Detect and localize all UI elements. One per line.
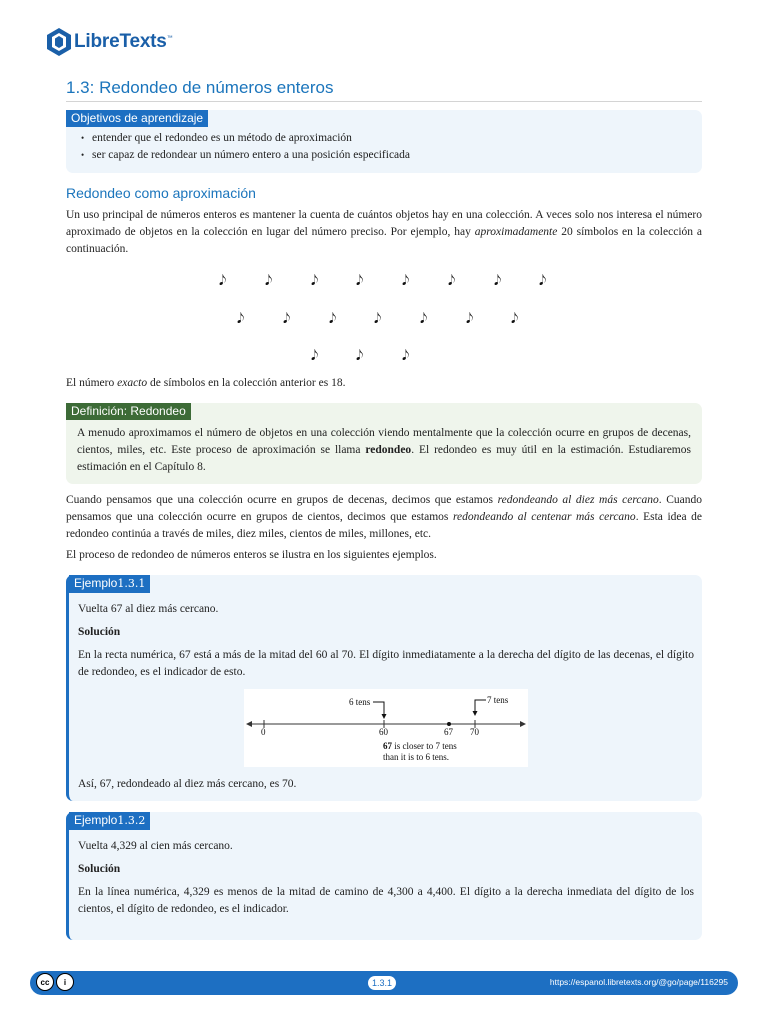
music-note-icon: 𝅘𝅥𝅮	[219, 273, 227, 289]
tick-label-70: 70	[470, 727, 479, 737]
music-note-icon: 𝅘𝅥𝅮	[283, 311, 291, 327]
tick-label-0: 0	[261, 727, 266, 737]
music-note-icon: 𝅘𝅥𝅮	[466, 311, 474, 327]
exact-count-paragraph: El número exacto de símbolos en la colección anterior es 18.	[66, 377, 346, 389]
tick-label-60: 60	[379, 727, 388, 737]
number-line-caption: 67 is closer to 7 tens	[383, 741, 457, 751]
example-2-solution-text: En la línea numérica, 4,329 es menos de la mitad de camino de 4,300 a 4,400. El dígito a la derecha inmediata del dígito de los cientos, el dígito de redondeo, es el indicador.	[78, 886, 694, 915]
intro-paragraph: Un uso principal de números enteros es mantener la cuenta de cuántos objetos hay en una colección. A veces solo nos interesa el número aproximado de objetos en la colección en lugar del número preciso. Por ejemplo, hay aproximadamente 20 símbolos en la colección a continuación.	[66, 209, 702, 255]
page-number: 1.3.1	[368, 976, 396, 990]
rounding-paragraph: Cuando pensamos que una colección ocurre en grupos de decenas, decimos que estamos redondeando al diez más cercano. Cuando pensamos que una colección ocurre en grupos de cientos, decimos que estamos redondeando al centenar más cercano. Esta idea de redondeo continúa a través de miles, diez miles, cientos de miles, millones, etc.	[66, 494, 702, 540]
music-note-icon: 𝅘𝅥𝅮	[311, 273, 319, 289]
music-note-icon: 𝅘𝅥𝅮	[265, 273, 273, 289]
music-note-icon: 𝅘𝅥𝅮	[237, 311, 245, 327]
libretexts-logo[interactable]	[46, 27, 173, 57]
cc-icon: cc	[36, 973, 54, 991]
example-2-solution-label: Solución	[78, 863, 121, 875]
number-line-caption-2: than it is to 6 tens.	[383, 752, 449, 762]
example-1-solution-text: En la recta numérica, 67 está a más de la mitad del 60 al 70. El dígito inmediatamente a la derecha del dígito de las decenas, el dígito de redondeo, es el indicador de esto.	[78, 649, 694, 678]
page-title: 1.3: Redondeo de números enteros	[66, 78, 334, 97]
music-note-icon: 𝅘𝅥𝅮	[402, 348, 410, 364]
music-note-icon: 𝅘𝅥𝅮	[356, 273, 364, 289]
list-item: • entender que el redondeo es un método de aproximación	[92, 130, 410, 147]
music-note-icon: 𝅘𝅥𝅮	[374, 311, 382, 327]
music-note-icon: 𝅘𝅥𝅮	[448, 273, 456, 289]
tick-label-67: 67	[444, 727, 453, 737]
music-note-icon: 𝅘𝅥𝅮	[420, 311, 428, 327]
music-note-icon: 𝅘𝅥𝅮	[311, 348, 319, 364]
definition-text: A menudo aproximamos el número de objetos en una colección viendo mentalmente que la colección ocurre en grupos de decenas, cientos, miles, etc. Este proceso de aproximación se llama redondeo. El redondeo es muy útil en la estimación. Estudiaremos estimación en el Capítulo 8.	[77, 427, 691, 473]
music-note-icon: 𝅘𝅥𝅮	[329, 311, 337, 327]
example-1-label: Ejemplo1.3.1	[69, 575, 150, 593]
objectives-label: Objetivos de aprendizaje	[66, 110, 208, 127]
learning-objectives-box	[66, 110, 702, 173]
music-note-icon: 𝅘𝅥𝅮	[494, 273, 502, 289]
music-note-icon: 𝅘𝅥𝅮	[402, 273, 410, 289]
music-note-icon: 𝅘𝅥𝅮	[511, 311, 519, 327]
six-tens-label: 6 tens	[349, 697, 371, 707]
page-footer	[30, 971, 738, 995]
example-1-question: Vuelta 67 al diez más cercano.	[78, 603, 219, 615]
logo-text: LibreTexts™	[74, 31, 173, 52]
example-1-solution-label: Solución	[78, 626, 121, 638]
definition-box	[66, 403, 702, 484]
section-heading: Redondeo como aproximación	[66, 185, 256, 201]
objectives-list	[78, 130, 410, 164]
license-badge[interactable]	[36, 973, 76, 991]
example-2-question: Vuelta 4,329 al cien más cercano.	[78, 840, 233, 852]
page-url-link[interactable]: https://espanol.libretexts.org/@go/page/116295	[549, 977, 728, 987]
example-box-1	[66, 575, 702, 801]
music-note-icon: 𝅘𝅥𝅮	[356, 348, 364, 364]
example-box-2	[66, 812, 702, 940]
definition-label: Definición: Redondeo	[66, 403, 191, 420]
example-2-label: Ejemplo1.3.2	[69, 812, 150, 830]
title-divider	[66, 101, 702, 102]
example-1-conclusion: Así, 67, redondeado al diez más cercano, es 70.	[78, 778, 297, 790]
seven-tens-label: 7 tens	[487, 695, 509, 705]
music-note-icon: 𝅘𝅥𝅮	[539, 273, 547, 289]
examples-intro: El proceso de redondeo de números enteros se ilustra en los siguientes ejemplos.	[66, 549, 437, 561]
number-line-figure	[244, 689, 528, 767]
attribution-icon: i	[56, 973, 74, 991]
list-item: • ser capaz de redondear un número entero a una posición especificada	[92, 147, 410, 164]
libretexts-logo-icon	[46, 27, 72, 57]
